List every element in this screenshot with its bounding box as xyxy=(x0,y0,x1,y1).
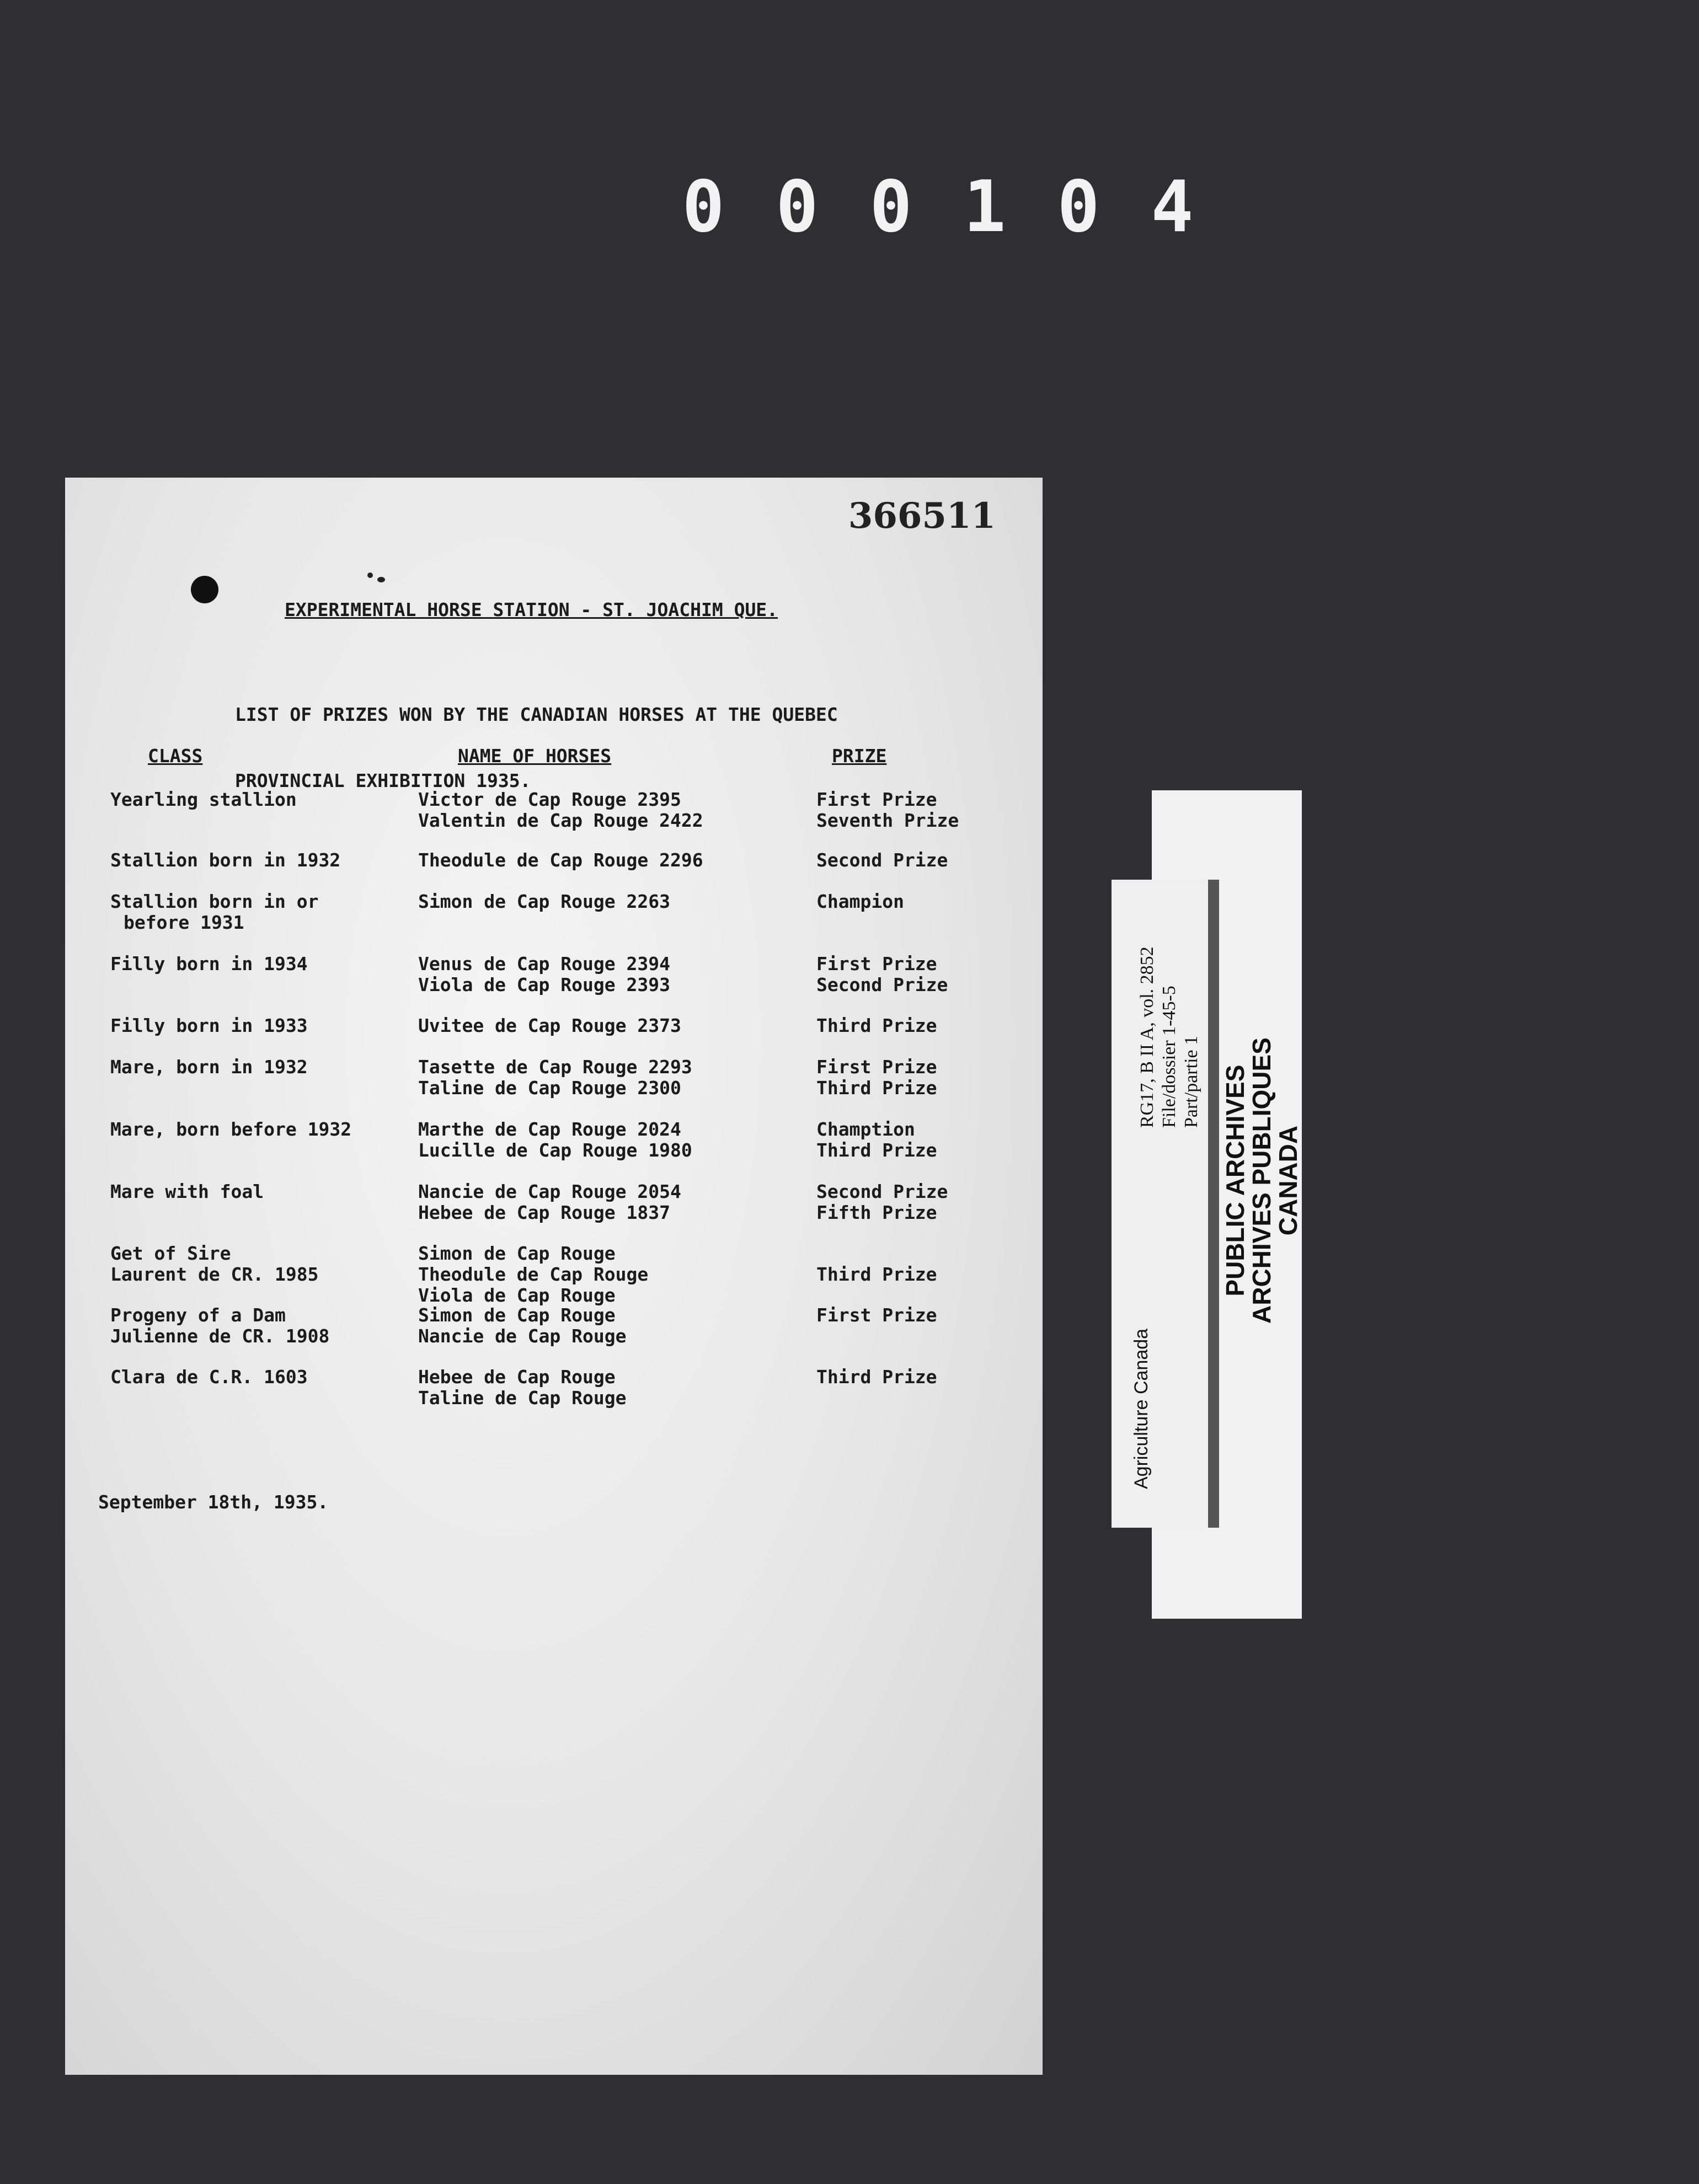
frame-digit: 0 xyxy=(869,165,912,248)
horse-name: Nancie de Cap Rouge 2054 xyxy=(418,1181,681,1202)
prize-list xyxy=(65,478,1043,2075)
class-line: Laurent de CR. 1985 xyxy=(110,1264,319,1285)
horse-names-cell xyxy=(418,1305,627,1347)
document-date: September 18th, 1935. xyxy=(98,1491,329,1513)
reference-line: Part/partie 1 xyxy=(1181,1035,1201,1128)
prize-text: Second Prize xyxy=(816,974,948,995)
horse-name: Lucille de Cap Rouge 1980 xyxy=(418,1139,692,1161)
prize-text: Chamption xyxy=(816,1118,915,1140)
class-cell xyxy=(110,789,297,810)
frame-number xyxy=(673,165,1203,248)
prize-text: Champion xyxy=(816,891,904,912)
horse-name: Theodule de Cap Rouge 2296 xyxy=(418,849,703,871)
class-line: before 1931 xyxy=(124,912,244,933)
horse-name: Simon de Cap Rouge xyxy=(418,1243,616,1264)
horse-name: Venus de Cap Rouge 2394 xyxy=(418,953,670,975)
archives-stamp xyxy=(1222,1037,1301,1324)
subheading-line: LIST OF PRIZES WON BY THE CANADIAN HORSES AT THE QUEBEC xyxy=(235,704,838,725)
horse-name: Taline de Cap Rouge 2300 xyxy=(418,1077,681,1099)
prize-text: Third Prize xyxy=(816,1015,937,1036)
horse-name: Viola de Cap Rouge xyxy=(418,1284,616,1306)
horse-names-cell xyxy=(418,1243,648,1306)
frame-digit: 0 xyxy=(1057,165,1100,248)
subheading-line: PROVINCIAL EXHIBITION 1935. xyxy=(235,770,531,791)
class-line: Julienne de CR. 1908 xyxy=(110,1325,330,1347)
prize-text: Seventh Prize xyxy=(816,810,959,831)
prize-text: Second Prize xyxy=(816,1181,948,1202)
document-heading: EXPERIMENTAL HORSE STATION - ST. JOACHIM QUE. xyxy=(285,599,778,620)
class-cell xyxy=(110,850,340,871)
class-line: Mare, born before 1932 xyxy=(110,1118,352,1140)
prize-cell xyxy=(816,954,948,995)
class-cell xyxy=(110,1119,351,1140)
stamp-line: ARCHIVES PUBLIQUES xyxy=(1247,1037,1276,1324)
horse-names-cell xyxy=(418,850,703,871)
class-line: Filly born in 1933 xyxy=(110,1015,308,1036)
prize-cell xyxy=(816,1057,937,1099)
prize-text: Third Prize xyxy=(816,1077,937,1099)
horse-name: Hebee de Cap Rouge 1837 xyxy=(418,1202,670,1223)
class-cell xyxy=(110,1181,264,1202)
horse-name: Tasette de Cap Rouge 2293 xyxy=(418,1056,692,1078)
document-number: 366511 xyxy=(848,495,996,537)
horse-name: Uvitee de Cap Rouge 2373 xyxy=(418,1015,681,1036)
prize-text: First Prize xyxy=(816,1304,937,1326)
prize-cell xyxy=(816,1243,937,1285)
horse-name: Nancie de Cap Rouge xyxy=(418,1325,627,1347)
prize-cell xyxy=(816,1181,948,1223)
horse-names-cell xyxy=(418,954,670,995)
prize-text: First Prize xyxy=(816,789,937,810)
frame-digit: 0 xyxy=(682,165,725,248)
horse-name: Simon de Cap Rouge 2263 xyxy=(418,891,670,912)
class-line: Mare, born in 1932 xyxy=(110,1056,308,1078)
prize-text: Third Prize xyxy=(816,1139,937,1161)
prize-text: First Prize xyxy=(816,1056,937,1078)
horse-name: Simon de Cap Rouge xyxy=(418,1304,616,1326)
class-line: Clara de C.R. 1603 xyxy=(110,1366,308,1388)
class-cell xyxy=(110,1367,308,1388)
prize-cell xyxy=(816,789,959,831)
horse-names-cell xyxy=(418,1367,627,1409)
column-header-names: NAME OF HORSES xyxy=(458,745,612,767)
horse-name: Theodule de Cap Rouge xyxy=(418,1264,649,1285)
department-label: Agriculture Canada xyxy=(1131,1328,1152,1489)
frame-digit: 0 xyxy=(776,165,819,248)
horse-name: Taline de Cap Rouge xyxy=(418,1387,627,1409)
frame-digit: 1 xyxy=(963,165,1006,248)
frame-digit: 4 xyxy=(1151,165,1194,248)
stamp-line: PUBLIC ARCHIVES xyxy=(1221,1064,1249,1297)
column-header-class: CLASS xyxy=(148,745,203,767)
horse-names-cell xyxy=(418,1057,692,1099)
horse-names-cell xyxy=(418,891,670,912)
class-line: Get of Sire xyxy=(110,1243,231,1264)
horse-name: Hebee de Cap Rouge xyxy=(418,1366,616,1388)
prize-cell xyxy=(816,850,948,871)
prize-cell xyxy=(816,1119,937,1161)
prize-cell xyxy=(816,1305,937,1326)
prize-cell xyxy=(816,891,904,912)
class-cell xyxy=(110,1243,319,1285)
horse-names-cell xyxy=(418,789,703,831)
class-line: Yearling stallion xyxy=(110,789,297,810)
class-cell xyxy=(110,954,308,975)
class-line: Stallion born in 1932 xyxy=(110,849,341,871)
class-line: Progeny of a Dam xyxy=(110,1304,286,1326)
class-line: Mare with foal xyxy=(110,1181,264,1202)
prize-text: Third Prize xyxy=(816,1264,937,1285)
prize-cell xyxy=(816,1367,937,1388)
horse-names-cell xyxy=(418,1015,681,1036)
horse-names-cell xyxy=(418,1119,692,1161)
class-line: Stallion born in or xyxy=(110,891,319,912)
horse-names-cell xyxy=(418,1181,681,1223)
reference-line: File/dossier 1-45-5 xyxy=(1159,986,1179,1128)
reference-line: RG17, B II A, vol. 2852 xyxy=(1137,946,1157,1128)
prize-text: First Prize xyxy=(816,953,937,975)
class-line: Filly born in 1934 xyxy=(110,953,308,975)
horse-name: Victor de Cap Rouge 2395 xyxy=(418,789,681,810)
document-page xyxy=(65,478,1043,2075)
column-header-prize: PRIZE xyxy=(832,745,887,767)
stamp-line: CANADA xyxy=(1274,1125,1302,1236)
class-cell xyxy=(110,1057,308,1078)
prize-cell xyxy=(816,1015,937,1036)
label-shadow xyxy=(1208,880,1219,1528)
horse-name: Valentin de Cap Rouge 2422 xyxy=(418,810,703,831)
prize-text: Third Prize xyxy=(816,1366,937,1388)
horse-name: Viola de Cap Rouge 2393 xyxy=(418,974,670,995)
prize-text xyxy=(816,1243,937,1264)
horse-name: Marthe de Cap Rouge 2024 xyxy=(418,1118,681,1140)
archive-reference xyxy=(1136,946,1203,1128)
class-cell xyxy=(110,1305,329,1347)
class-cell xyxy=(110,891,319,933)
prize-text: Second Prize xyxy=(816,849,948,871)
class-cell xyxy=(110,1015,308,1036)
prize-text: Fifth Prize xyxy=(816,1202,937,1223)
